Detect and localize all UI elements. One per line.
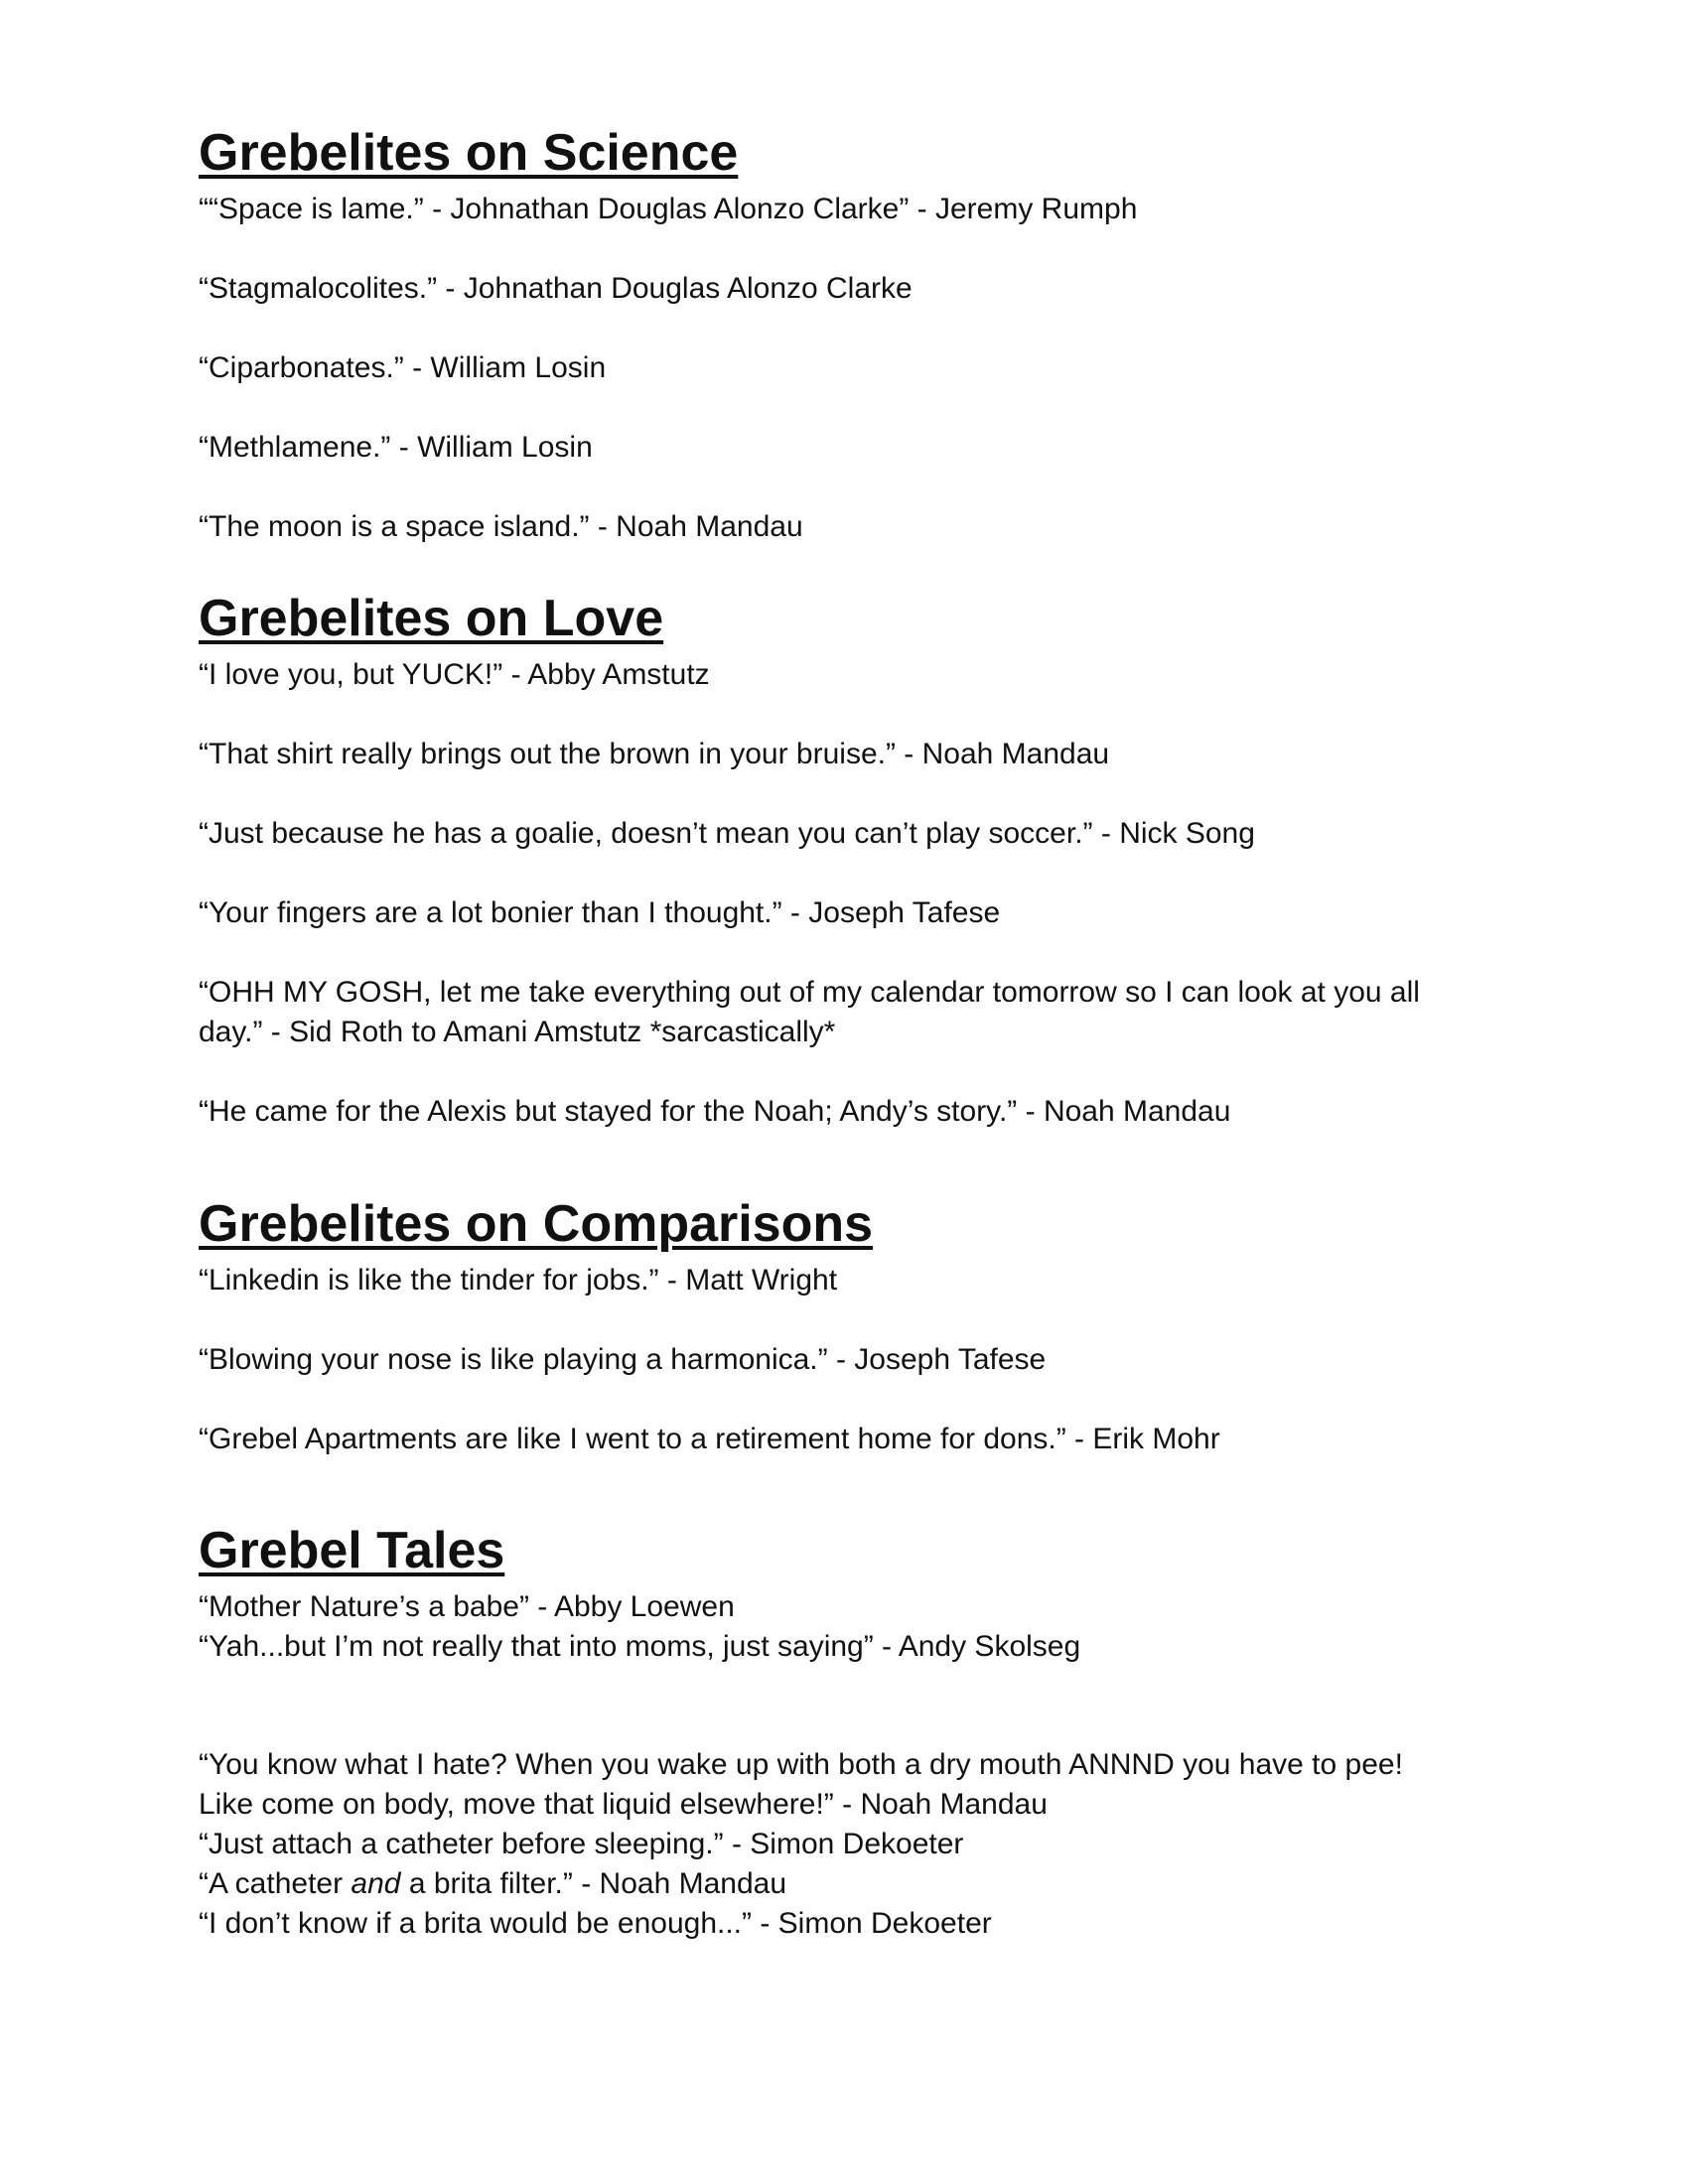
quote-line: “That shirt really brings out the brown in your bruise.” - Noah Mandau [199, 738, 1110, 770]
quote-line: “I don’t know if a brita would be enough...” - Simon Dekoeter [199, 1907, 992, 1940]
quote-line: “Grebel Apartments are like I went to a retirement home for dons.” - Erik Mohr [199, 1423, 1220, 1455]
emphasized-word: and [351, 1867, 401, 1900]
quote-line: “Blowing your nose is like playing a harmonica.” - Joseph Tafese [199, 1343, 1047, 1376]
section-title-love: Grebelites on Love [199, 590, 664, 647]
quote-line: “Methlamene.” - William Losin [199, 431, 593, 464]
quote-line: “The moon is a space island.” - Noah Mandau [199, 510, 803, 543]
section-title-science: Grebelites on Science [199, 124, 739, 182]
quote-text: a brita filter.” - Noah Mandau [400, 1867, 787, 1900]
quote-line: “He came for the Alexis but stayed for the Noah; Andy’s story.” - Noah Mandau [199, 1095, 1231, 1128]
quote-line: “Just because he has a goalie, doesn’t mean you can’t play soccer.” - Nick Song [199, 817, 1255, 850]
quote-line: day.” - Sid Roth to Amani Amstutz *sarcastically* [199, 1016, 836, 1048]
section-title-comparisons: Grebelites on Comparisons [199, 1195, 874, 1253]
quote-line [199, 1864, 786, 1904]
quote-line: “Stagmalocolites.” - Johnathan Douglas Alonzo Clarke [199, 272, 913, 305]
quote-line: “Just attach a catheter before sleeping.” - Simon Dekoeter [199, 1828, 964, 1860]
quote-line: “Your fingers are a lot bonier than I thought.” - Joseph Tafese [199, 896, 1001, 929]
quote-line: “You know what I hate? When you wake up with both a dry mouth ANNND you have to pee! [199, 1748, 1403, 1781]
quote-line: Like come on body, move that liquid elsewhere!” - Noah Mandau [199, 1788, 1048, 1821]
quote-line: “Mother Nature’s a babe” - Abby Loewen [199, 1590, 735, 1623]
section-title-grebel-tales: Grebel Tales [199, 1522, 505, 1579]
quote-line: “Linkedin is like the tinder for jobs.” - Matt Wright [199, 1264, 838, 1297]
quote-line: “Yah...but I’m not really that into moms, just saying” - Andy Skolseg [199, 1630, 1081, 1663]
quote-line: “I love you, but YUCK!” - Abby Amstutz [199, 658, 710, 691]
quote-text: “A catheter [199, 1867, 352, 1900]
quote-line: “OHH MY GOSH, let me take everything out of my calendar tomorrow so I can look at you all [199, 976, 1420, 1009]
quote-line: “Ciparbonates.” - William Losin [199, 351, 607, 384]
quote-line: ““Space is lame.” - Johnathan Douglas Alonzo Clarke” - Jeremy Rumph [199, 193, 1138, 225]
